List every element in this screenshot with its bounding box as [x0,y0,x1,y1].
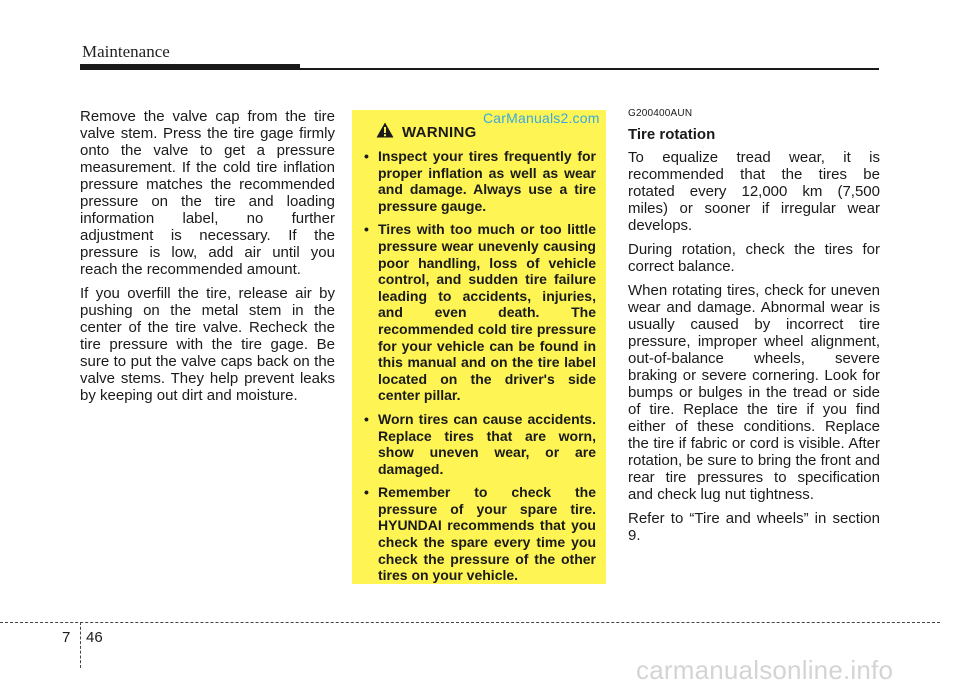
header-rule-thin [300,68,879,70]
warning-box [352,110,606,584]
warning-item-text: Inspect your tires frequently for proper inflation as well as wear and damage. Always use a tire pressure gauge. [378,148,596,214]
bullet-icon: • [364,221,369,238]
warning-item-text: Remember to check the pressure of your spare tire. HYUNDAI recommends that you check the spare every time you check the pressure of the other tires on your vehicle. [378,484,596,584]
warning-title: WARNING [402,123,477,141]
warning-item-text: Tires with too much or too little pressure wear unevenly causing poor handling, loss of vehicle control, and sudden tire failure leading to accidents, injuries, and even death. The recommended cold tire pressure for your vehicle can be found in this manual and on the tire label located on the driver's side center pillar. [378,221,596,404]
page-section-number: 7 [62,629,71,646]
warning-item [362,148,596,214]
watermark-link[interactable]: CarManuals2.com [483,110,600,126]
warning-item [362,484,596,584]
left-paragraph-2: If you overfill the tire, release air by pushing on the metal stem in the center of the tire valve. Recheck the tire pressure with the tire gage. Be sure to put the valve caps back on the valve stems. They help prevent leaks by keeping out dirt and moisture. [80,285,335,404]
right-paragraph-1: To equalize tread wear, it is recommended that the tires be rotated every 12,000 km (7,500 miles) or sooner if irregular wear develops. [628,149,880,234]
warning-item-text: Worn tires can cause accidents. Replace tires that are worn, show uneven wear, or are damaged. [378,410,596,477]
page-header-title: Maintenance [82,42,170,61]
right-paragraph-2: During rotation, check the tires for correct balance. [628,241,880,275]
footer-dashed-line [0,622,940,623]
left-paragraph-1: Remove the valve cap from the tire valve stem. Press the tire gage firmly onto the valve to get a pressure measurement. If the cold tire inflation pressure matches the recommended pressure on the tire and loading information label, no further adjustment is necessary. If the pressure is low, add air until you reach the recommended amount. [80,108,335,278]
bullet-icon: • [364,148,369,164]
warning-item [362,221,596,404]
right-paragraph-4: Refer to “Tire and wheels” in section 9. [628,510,880,544]
header-rule-thick [80,64,300,70]
right-paragraph-3: When rotating tires, check for uneven wear and damage. Abnormal wear is usually caused by incorrect tire pressure, improper wheel alignment, out-of-balance wheels, severe braking or severe cornering. Look for bumps or bulges in the tread or side of tire. Replace the tire if you find either of these conditions. Replace the tire if fabric or cord is visible. After rotation, be sure to bring the front and rear tire pressures to specification and check lug nut tightness. [628,282,880,503]
bullet-icon: • [364,484,369,501]
site-footer-watermark[interactable]: carmanualsonline.info [636,655,894,685]
warning-list [362,148,596,584]
page-number: 46 [86,629,103,646]
left-column [80,108,335,411]
section-title: Tire rotation [628,126,716,143]
right-column [628,108,880,551]
section-code: G200400AUN [628,108,693,119]
footer-dashed-divider [80,622,81,668]
warning-item [362,411,596,477]
warning-triangle-icon [376,122,402,143]
bullet-icon: • [364,410,369,427]
